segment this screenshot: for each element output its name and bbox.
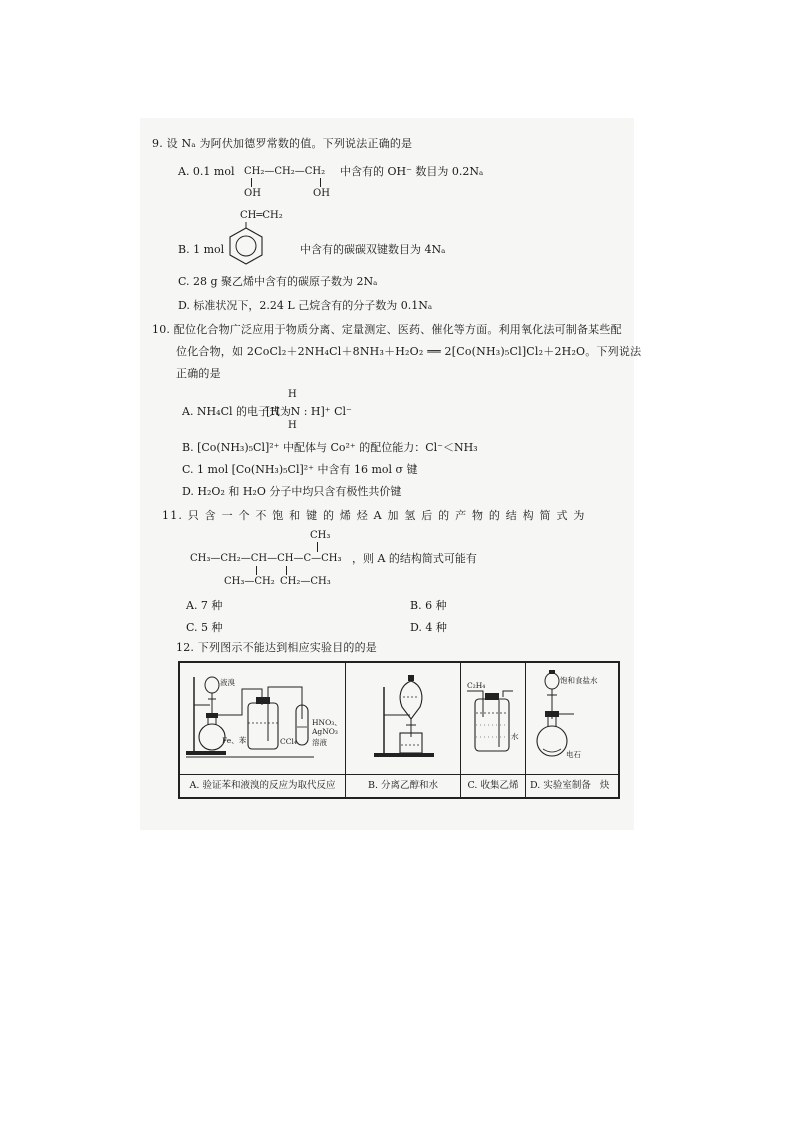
q11-option-a: A. 7 种: [186, 599, 223, 612]
q11-main-chain: CH₃—CH₂—CH—CH—C—CH₃: [190, 553, 342, 564]
label-ccl4: CCl₄: [280, 737, 297, 746]
q10-option-c: C. 1 mol [Co(NH₃)₅Cl]²⁺ 中含有 16 mol σ 键: [182, 463, 418, 476]
q10-option-a-prefix: A. NH₄Cl 的电子式为: [182, 405, 291, 418]
caption-d-text: D. 实验室制备: [530, 780, 591, 791]
q9-option-d: D. 标准状况下，2.24 L 己烷含有的分子数为 0.1Nₐ: [178, 299, 433, 312]
q9-oh-2: OH: [313, 188, 330, 199]
q10-electron-formula: [H : N : H]⁺ Cl⁻: [266, 405, 352, 418]
q9-bond-1: [251, 178, 252, 187]
q10-line-1: 10. 配位化合物广泛应用于物质分离、定量测定、医药、催化等方面。利用氧化法可制备某些配: [152, 323, 622, 336]
apparatus-figure-table: [178, 661, 620, 799]
q10-option-d: D. H₂O₂ 和 H₂O 分子中均只含有极性共价键: [182, 485, 402, 498]
q11-stem: 11. 只 含 一 个 不 饱 和 键 的 烯 烃 A 加 氢 后 的 产 物 的 结 构 简 式 为: [162, 509, 586, 522]
label-solution: 溶液: [312, 738, 327, 747]
label-water: 水: [511, 732, 519, 741]
q11-bond-top: [317, 542, 318, 552]
q9-option-a-chain: CH₂—CH₂—CH₂: [244, 166, 326, 177]
label-fe-benzene: Fe、苯: [222, 736, 247, 745]
caption-b: B. 分离乙醇和水: [346, 774, 460, 797]
label-hno3: HNO₃、: [312, 718, 342, 727]
q11-bond-right: [286, 566, 287, 575]
q10-line-3: 正确的是: [176, 367, 221, 380]
caption-c: C. 收集乙烯: [461, 774, 525, 797]
apparatus-cell-b: [346, 663, 461, 797]
q11-ch3-top: CH₃: [310, 530, 331, 541]
apparatus-cell-c: [461, 663, 526, 797]
q10-electron-h-top: H: [288, 389, 297, 400]
apparatus-cell-d: [526, 663, 618, 797]
q11-option-c: C. 5 种: [186, 621, 223, 634]
q9-bond-2: [320, 178, 321, 187]
label-saturated-brine: 饱和食盐水: [560, 676, 598, 685]
benzene-ring-icon: [226, 222, 266, 272]
label-calcium-carbide: 电石: [566, 750, 581, 759]
q9-oh-1: OH: [244, 188, 261, 199]
caption-d-tail: 炔: [599, 780, 610, 791]
q9-option-a-prefix: A. 0.1 mol: [178, 165, 235, 178]
q10-option-b: B. [Co(NH₃)₅Cl]²⁺ 中配体与 Co²⁺ 的配位能力：Cl⁻＜NH₃: [182, 441, 478, 454]
q9-option-b-prefix: B. 1 mol: [178, 243, 225, 256]
q11-stem-suffix: ，则 A 的结构简式可能有: [352, 552, 477, 565]
q11-bond-left: [256, 566, 257, 575]
q9-stem: 9. 设 Nₐ 为阿伏加德罗常数的值。下列说法正确的是: [152, 137, 413, 150]
q10-electron-h-bottom: H: [288, 420, 297, 431]
label-agno3: AgNO₃: [312, 727, 338, 736]
label-c2h4: C₂H₄: [467, 681, 486, 690]
q12-stem: 12. 下列图示不能达到相应实验目的的是: [176, 641, 377, 654]
separatory-funnel-icon: [354, 667, 454, 775]
q11-option-d: D. 4 种: [410, 621, 447, 634]
caption-d: [526, 774, 618, 797]
apparatus-cell-a: [180, 663, 346, 797]
q9-vinyl-group: CH═CH₂: [240, 210, 283, 221]
q9-option-a-suffix: 中含有的 OH⁻ 数目为 0.2Nₐ: [340, 165, 484, 178]
q9-option-b-suffix: 中含有的碳碳双键数目为 4Nₐ: [300, 243, 446, 256]
q11-option-b: B. 6 种: [410, 599, 447, 612]
caption-a: A. 验证苯和液溴的反应为取代反应: [180, 774, 345, 797]
q10-line-2: 位化合物，如 2CoCl₂＋2NH₄Cl＋8NH₃＋H₂O₂ ══ 2[Co(NH₃)₅Cl]Cl₂＋2H₂O。下列说法: [176, 345, 642, 358]
q11-branch-1: CH₃—CH₂: [224, 576, 275, 587]
label-liquid-bromine: 液溴: [220, 678, 235, 687]
q9-option-c: C. 28 g 聚乙烯中含有的碳原子数为 2Nₐ: [178, 275, 378, 288]
q11-branch-2: CH₂—CH₃: [280, 576, 331, 587]
